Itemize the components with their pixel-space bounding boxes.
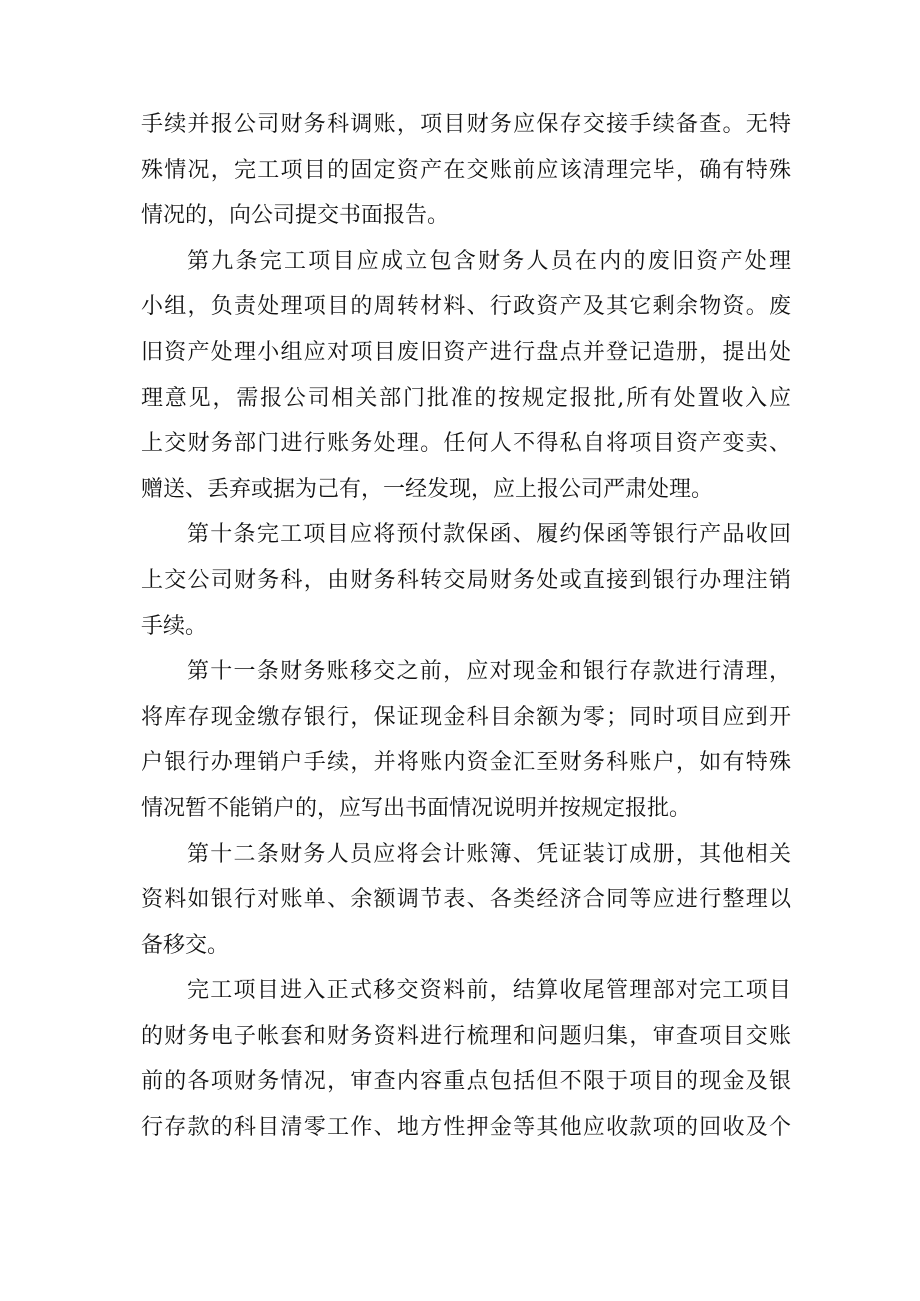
- text-line: 的财务电子帐套和财务资料进行梳理和问题归集，审查项目交账: [141, 1023, 791, 1049]
- text-line: 行存款的科目清零工作、地方性押金等其他应收款项的回收及个: [141, 1115, 791, 1141]
- paragraph-continuation: [141, 102, 791, 239]
- text-line: 理意见，需报公司相关部门批准的按规定报批,所有处置收入应: [141, 385, 791, 411]
- text-line: 第十二条财务人员应将会计账簿、凭证装订成册，其他相关: [187, 841, 791, 867]
- paragraph-article-9: [141, 239, 791, 513]
- text-line: 上交公司财务科，由财务科转交局财务处或直接到银行办理注销: [141, 567, 791, 593]
- text-line: 情况的，向公司提交书面报告。: [141, 203, 450, 229]
- document-body: [141, 102, 791, 1151]
- text-line: 上交财务部门进行账务处理。任何人不得私自将项目资产变卖、: [141, 431, 791, 457]
- text-line: 第十条完工项目应将预付款保函、履约保函等银行产品收回: [187, 522, 791, 548]
- text-line: 将库存现金缴存银行，保证现金科目余额为零；同时项目应到开: [141, 704, 791, 730]
- text-line: 小组，负责处理项目的周转材料、行政资产及其它剩余物资。废: [141, 294, 791, 320]
- text-line: 手续并报公司财务科调账，项目财务应保存交接手续备查。无特: [141, 112, 791, 137]
- text-line: 第九条完工项目应成立包含财务人员在内的废旧资产处理: [187, 248, 791, 274]
- text-line: 备移交。: [141, 932, 230, 958]
- text-line: 手续。: [141, 613, 208, 639]
- paragraph-article-10: [141, 512, 791, 649]
- text-line: 旧资产处理小组应对项目废旧资产进行盘点并登记造册，提出处: [141, 339, 791, 365]
- text-line: 殊情况，完工项目的固定资产在交账前应该清理完毕，确有特殊: [141, 157, 791, 183]
- paragraph-article-12: [141, 832, 791, 969]
- paragraph-review: [141, 968, 791, 1150]
- text-line: 赠送、丢弃或据为己有，一经发现，应上报公司严肃处理。: [141, 476, 714, 502]
- text-line: 前的各项财务情况，审查内容重点包括但不限于项目的现金及银: [141, 1069, 791, 1095]
- text-line: 户银行办理销户手续，并将账内资金汇至财务科账户，如有特殊: [141, 750, 791, 776]
- text-line: 完工项目进入正式移交资料前，结算收尾管理部对完工项目: [187, 978, 791, 1004]
- text-line: 情况暂不能销户的，应写出书面情况说明并按规定报批。: [141, 795, 692, 821]
- text-line: 资料如银行对账单、余额调节表、各类经济合同等应进行整理以: [141, 887, 791, 913]
- paragraph-article-11: [141, 649, 791, 831]
- text-line: 第十一条财务账移交之前，应对现金和银行存款进行清理，: [187, 659, 791, 685]
